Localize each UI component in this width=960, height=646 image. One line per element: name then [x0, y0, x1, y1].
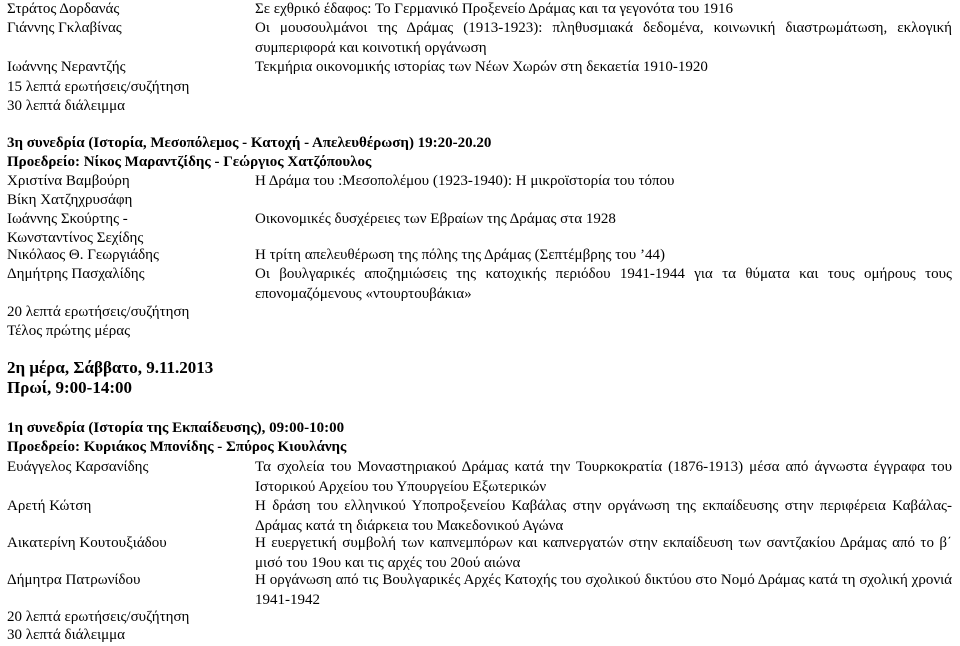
- speaker-name: Ιωάννης Νεραντζής: [7, 59, 126, 75]
- speaker-name: Βίκη Χατζηχρυσάφη: [7, 192, 133, 208]
- day-title: 2η μέρα, Σάββατο, 9.11.2013: [7, 358, 214, 377]
- talk-title: Η τρίτη απελευθέρωση της πόλης της Δράμας (Σεπτέμβρης του ’44): [255, 247, 665, 263]
- session-title: 3η συνεδρία (Ιστορία, Μεσοπόλεμος - Κατοχή - Απελευθέρωση) 19:20-20.20: [7, 135, 492, 151]
- speaker-name: Δήμητρα Πατρωνίδου: [7, 572, 141, 588]
- talk-title: Η ευεργετική συμβολή των καπνεμπόρων και καπνεργατών στην εκπαίδευση των σαντζακίου Δράμας από το β΄ μισό του 19ου και τις αρχές του 20ού αιώνα: [255, 535, 952, 571]
- speaker-name: Αικατερίνη Κουτουξιάδου: [7, 535, 167, 551]
- session-chair: Προεδρείο: Κυριάκος Μπονίδης - Σπύρος Κιουλάνης: [7, 439, 347, 455]
- speaker-name: Ευάγγελος Καρσανίδης: [7, 459, 149, 475]
- speaker-name: Κωνσταντίνος Σεχίδης: [7, 230, 144, 246]
- speaker-name: Ιωάννης Σκούρτης -: [7, 211, 128, 227]
- talk-title: Οικονομικές δυσχέρειες των Εβραίων της Δράμας στα 1928: [255, 211, 616, 227]
- break-note: 20 λεπτά ερωτήσεις/συζήτηση: [7, 609, 190, 625]
- talk-title: Η Δράμα του :Μεσοπολέμου (1923-1940): Η μικροϊστορία του τόπου: [255, 173, 675, 189]
- talk-title: Οι βουλγαρικές αποζημιώσεις της κατοχικής περιόδου 1941-1944 για τα θύματα και τους ομήρους τους επονομαζόμενους «ντουρτουβάκια»: [255, 266, 952, 302]
- day-end-note: Τέλος πρώτης μέρας: [7, 323, 131, 339]
- session-chair: Προεδρείο: Νίκος Μαραντζίδης - Γεώργιος Χατζόπουλος: [7, 154, 372, 170]
- talk-title: Τεκμήρια οικονομικής ιστορίας των Νέων Χωρών στη δεκαετία 1910-1920: [255, 59, 708, 75]
- speaker-name: Αρετή Κώτση: [7, 498, 92, 514]
- speaker-name: Γιάννης Γκλαβίνας: [7, 20, 122, 36]
- talk-title: Η οργάνωση από τις Βουλγαρικές Αρχές Κατοχής του σχολικού δικτύου στο Νομό Δράμας κατά τη σχολική χρονιά 1941-1942: [255, 572, 952, 608]
- break-note: 20 λεπτά ερωτήσεις/συζήτηση: [7, 304, 190, 320]
- break-note: 30 λεπτά διάλειμμα: [7, 627, 126, 643]
- talk-title: Σε εχθρικό έδαφος: Το Γερμανικό Προξενείο Δράμας και τα γεγονότα του 1916: [255, 1, 733, 17]
- break-note: 30 λεπτά διάλειμμα: [7, 98, 126, 114]
- talk-title: Οι μουσουλμάνοι της Δράμας (1913-1923): πληθυσμιακά δεδομένα, κοινωνική διαστρωμάτωση, εκλογική συμπεριφορά και κοινοτική οργάνωση: [255, 20, 952, 56]
- speaker-name: Νικόλαος Θ. Γεωργιάδης: [7, 247, 159, 263]
- talk-title: Τα σχολεία του Μοναστηριακού Δράμας κατά την Τουρκοκρατία (1876-1913) μέσα από άγνωστα έγγραφα του Ιστορικού Αρχείου του Υπουργείου Εξωτερικών: [255, 459, 952, 495]
- speaker-name: Στράτος Δορδανάς: [7, 1, 120, 17]
- session-title: 1η συνεδρία (Ιστορία της Εκπαίδευσης), 09:00-10:00: [7, 420, 345, 436]
- talk-title: Η δράση του ελληνικού Υποπροξενείου Καβάλας στην οργάνωση της εκπαίδευσης στην περιφέρεια Καβάλας-Δράμας κατά τη διάρκεια του Μακεδονικού Αγώνα: [255, 498, 952, 534]
- speaker-name: Δημήτρης Πασχαλίδης: [7, 266, 145, 282]
- speaker-name: Χριστίνα Βαμβούρη: [7, 173, 130, 189]
- break-note: 15 λεπτά ερωτήσεις/συζήτηση: [7, 79, 190, 95]
- day-subtitle: Πρωί, 9:00-14:00: [7, 378, 133, 397]
